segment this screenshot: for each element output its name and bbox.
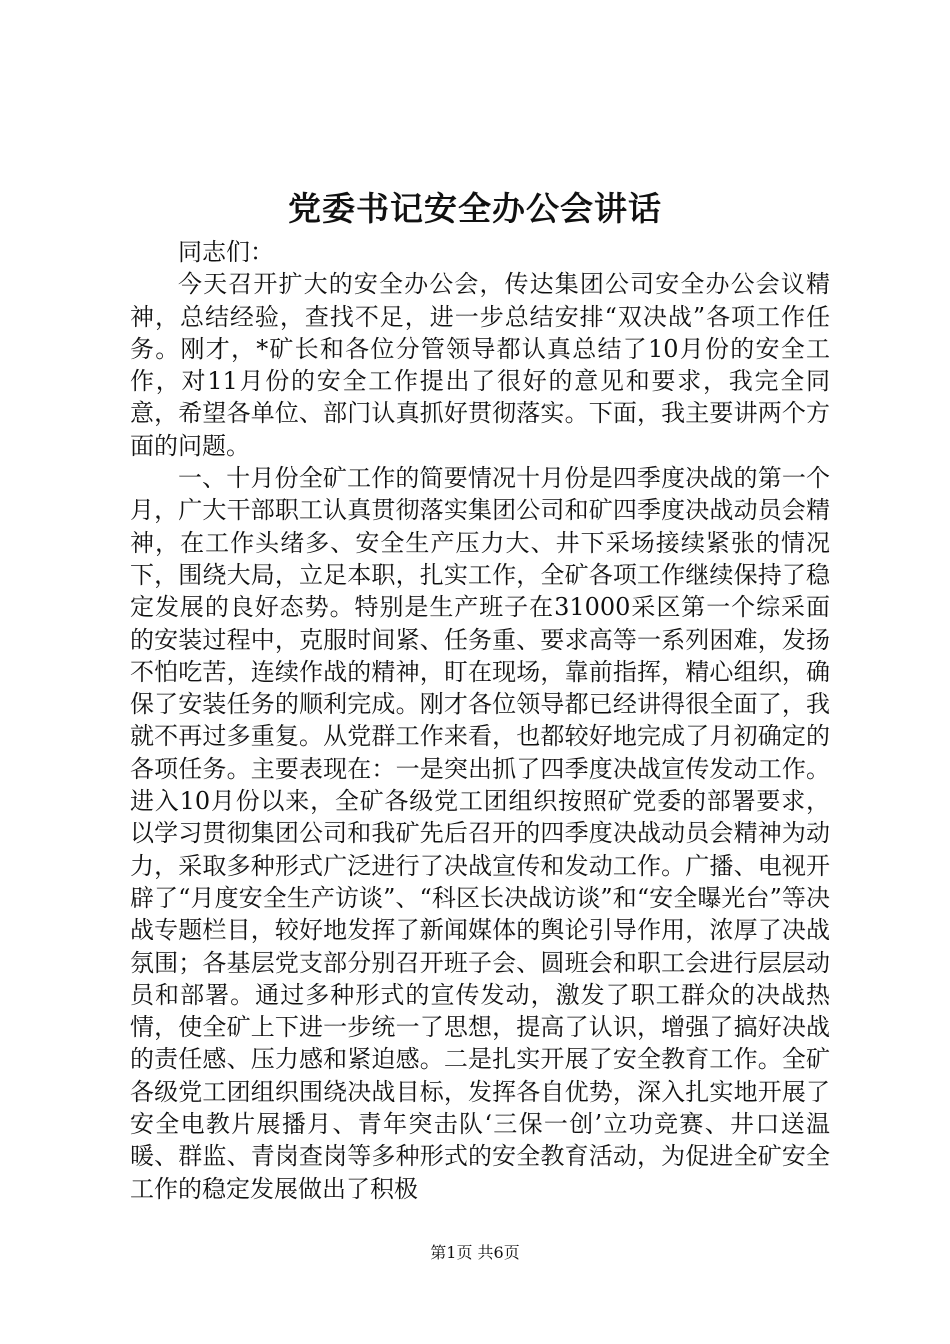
greeting: 同志们： xyxy=(178,238,274,266)
paragraph-1: 今天召开扩大的安全办公会，传达集团公司安全办公会议精神，总结经验，查找不足，进一步总结安排“双决战”各项工作任务。刚才，*矿长和各位分管领导都认真总结了10月份的安全工作，对11月份的安全工作提出了很好的意见和要求，我完全同意，希望各单位、部门认真抓好贯彻落实。下面，我主要讲两个方面的问题。 xyxy=(130,270,830,460)
document-title: 党委书记安全办公会讲话 xyxy=(288,189,662,228)
page-footer: 第1页 共6页 xyxy=(430,1243,520,1262)
paragraph-2: 一、十月份全矿工作的简要情况十月份是四季度决战的第一个月，广大干部职工认真贯彻落实集团公司和矿四季度决战动员会精神，在工作头绪多、安全生产压力大、井下采场接续紧张的情况下，围绕大局，立足本职，扎实工作，全矿各项工作继续保持了稳定发展的良好态势。特别是生产班子在31000采区第一个综采面的安装过程中，克服时间紧、任务重、要求高等一系列困难，发扬不怕吃苦，连续作战的精神，盯在现场，靠前指挥，精心组织，确保了安装任务的顺利完成。刚才各位领导都已经讲得很全面了，我就不再过多重复。从党群工作来看，也都较好地完成了月初确定的各项任务。主要表现在：一是突出抓了四季度决战宣传发动工作。进入10月份以来，全矿各级党工团组织按照矿党委的部署要求，以学习贯彻集团公司和我矿先后召开的四季度决战动员会精神为动力，采取多种形式广泛进行了决战宣传和发动工作。广播、电视开辟了“月度安全生产访谈”、“科区长决战访谈”和“安全曝光台”等决战专题栏目，较好地发挥了新闻媒体的舆论引导作用，浓厚了决战氛围；各基层党支部分别召开班子会、圆班会和职工会进行层层动员和部署。通过多种形式的宣传发动，激发了职工群众的决战热情，使全矿上下进一步统一了思想，提高了认识，增强了搞好决战的责任感、压力感和紧迫感。二是扎实开展了安全教育工作。全矿各级党工团组织围绕决战目标，发挥各自优势，深入扎实地开展了安全电教片展播月、青年突击队‘三保一创’立功竞赛、井口送温暖、群监、青岗查岗等多种形式的安全教育活动，为促进全矿安全工作的稳定发展做出了积极 xyxy=(130,464,830,1203)
document-body xyxy=(130,236,830,1205)
